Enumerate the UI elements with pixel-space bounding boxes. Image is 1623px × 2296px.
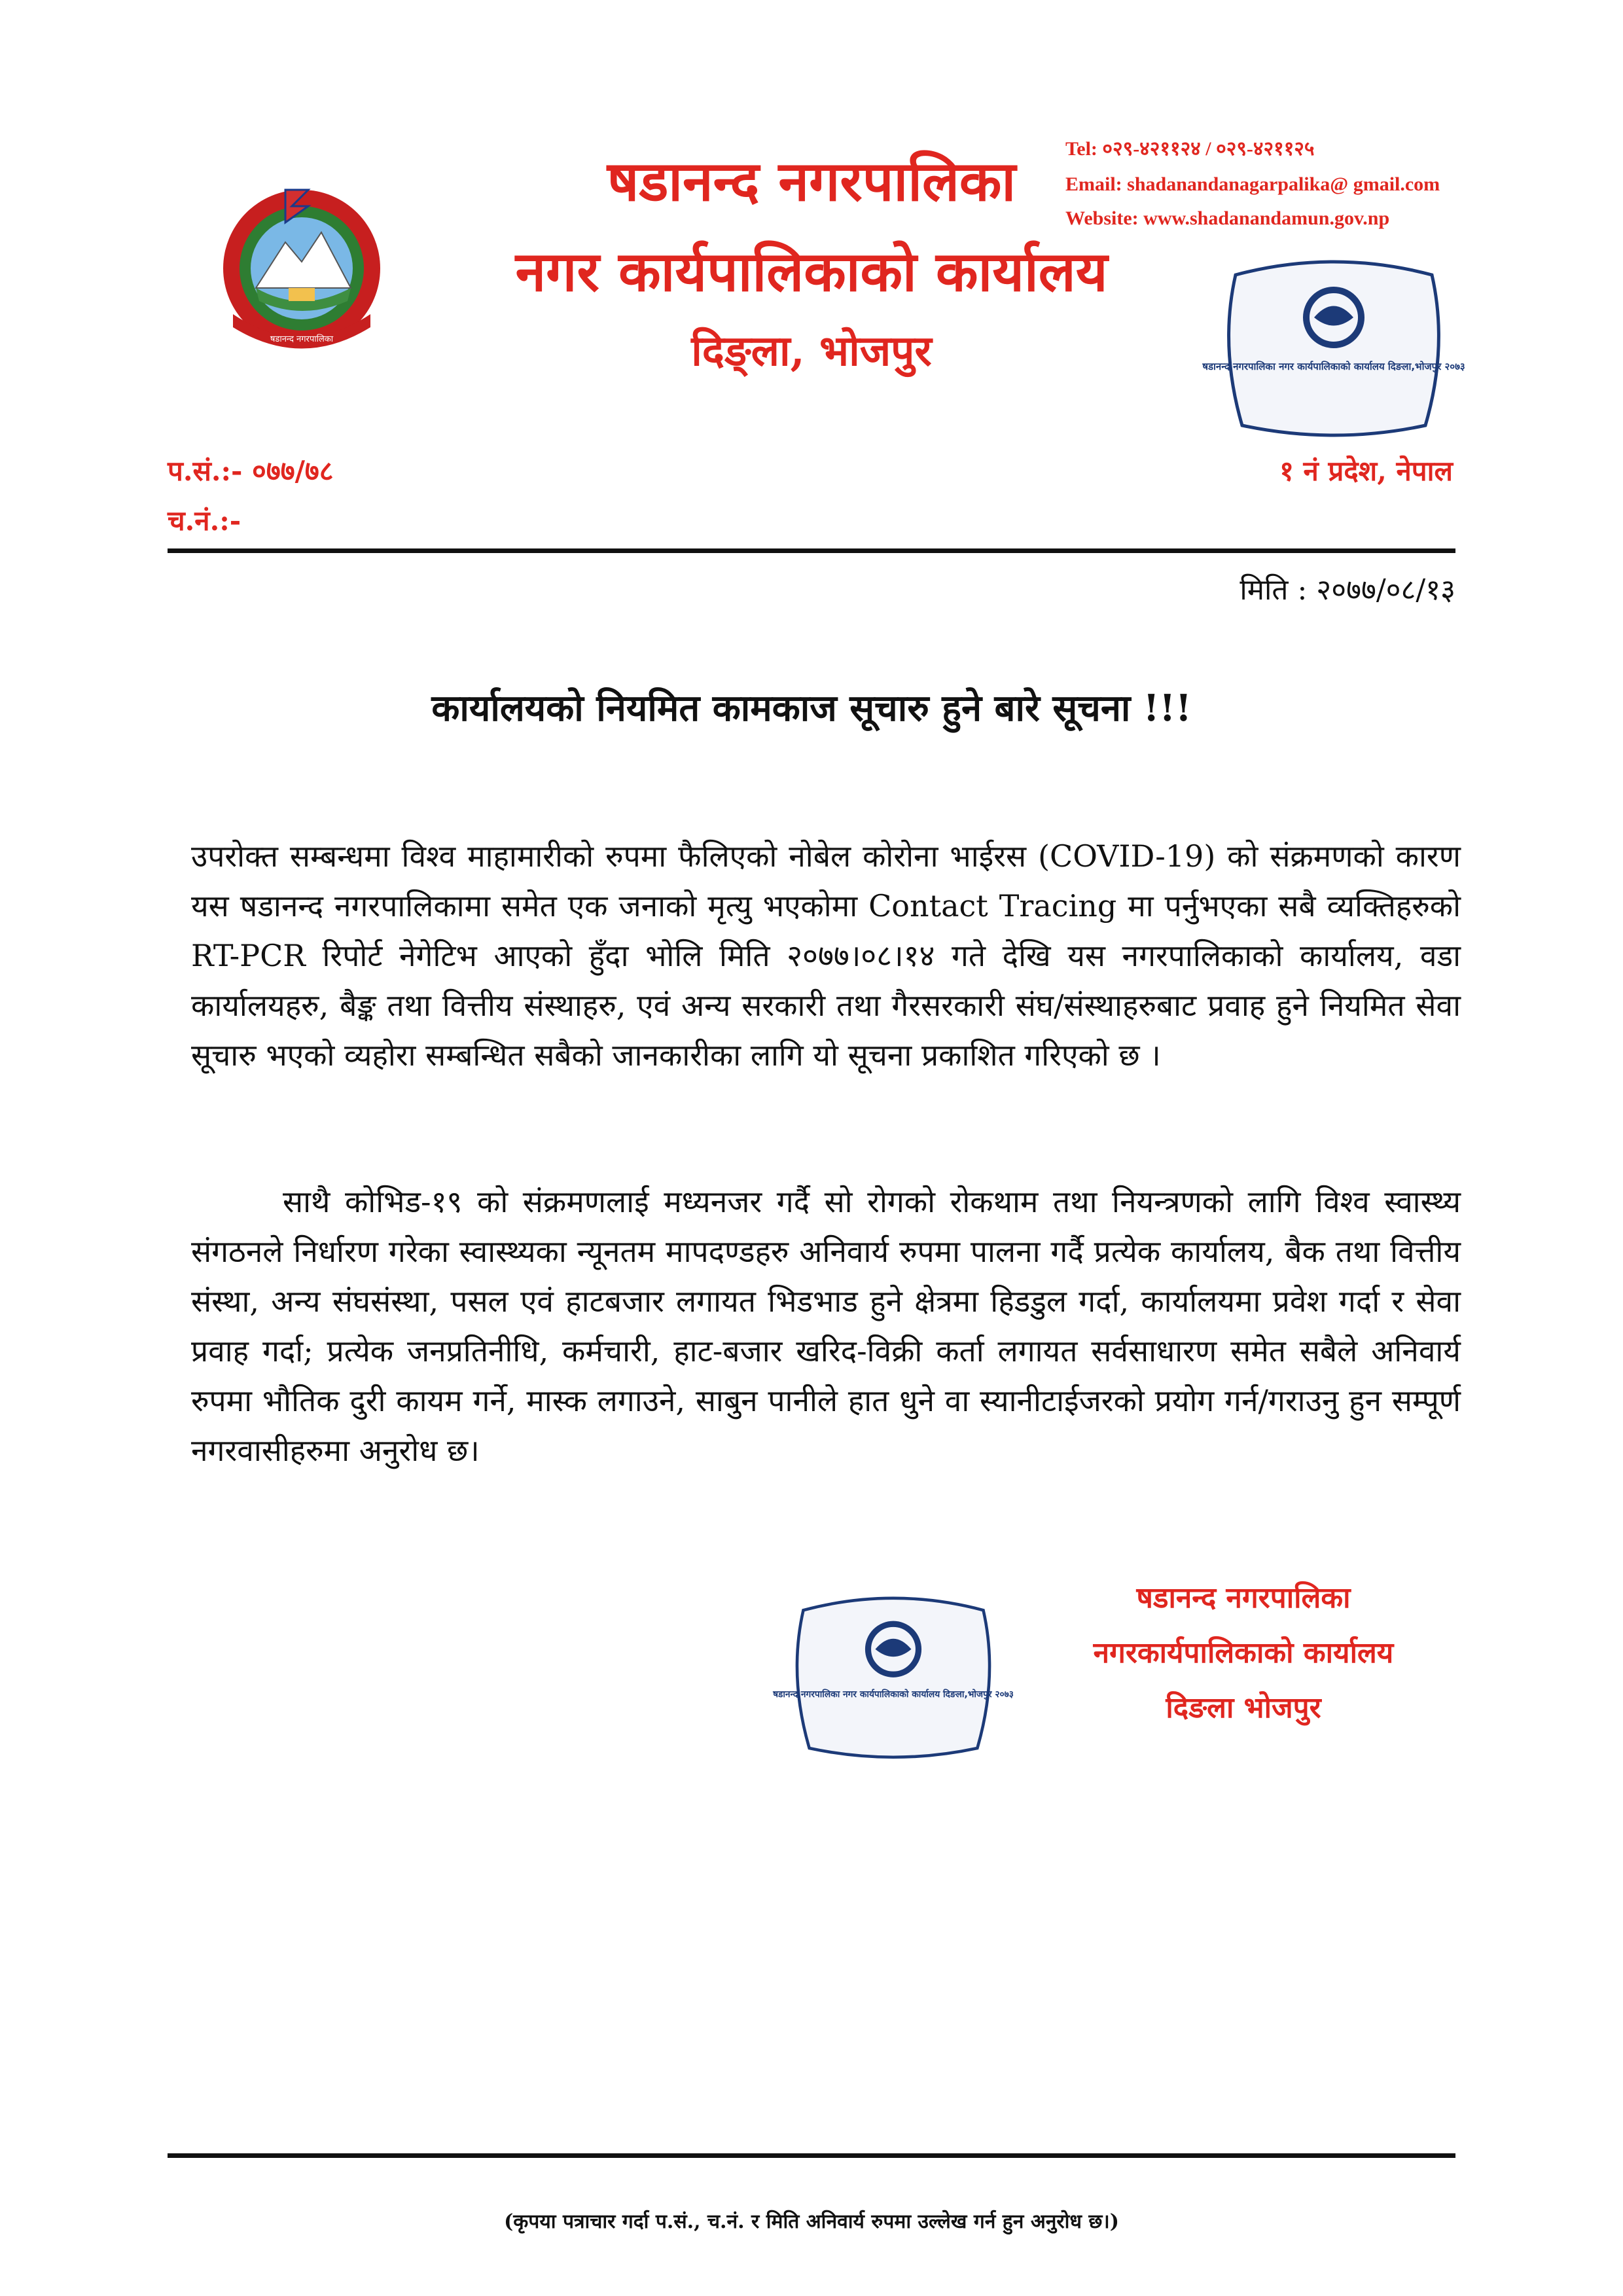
patra-sankhya: प.सं.:- ०७७/७८: [168, 455, 334, 487]
signature-office: नगरकार्यपालिकाको कार्यालय: [1093, 1636, 1394, 1670]
body-paragraph-1: उपरोक्त सम्बन्धमा विश्व माहामारीको रुपमा फैलिएको नोबेल कोरोना भाईरस (COVID-19) को संक्रमणको कारण यस षडानन्द नगरपालिकामा समेत एक जनाको मृत्यु भएकोमा Contact Tracing मा पर्नुभएका सबै व्यक्तिहरुको RT-PCR रिपोर्ट नेगेटिभ आएको हुँदा भोलि मिति २०७७।०८।१४ गते देखि यस नगरपालिकाको कार्यालय, वडा कार्यालयहरु, बैङ्क तथा वित्तीय संस्थाहरु, एवं अन्य सरकारी तथा गैरसरकारी संघ/संस्थाहरुबाट प्रवाह हुने नियमित सेवा सूचारु भएको व्यहोरा सम्बन्धित सबैको जानकारीका लागि यो सूचना प्रकाशित गरिएको छ ।: [191, 838, 1461, 1073]
contact-email[interactable]: Email: shadanandanagarpalika@ gmail.com: [1065, 173, 1440, 195]
body-paragraph-2: साथै कोभिड-१९ को संक्रमणलाई मध्यनजर गर्दै सो रोगको रोकथाम तथा नियन्त्रणको लागि विश्व स्वास्थ्य संगठनले निर्धारण गरेका स्वास्थ्यका न्यूनतम मापदण्डहरु अनिवार्य रुपमा पालना गर्दै प्रत्येक कार्यालय, बैक तथा वित्तीय संस्था, अन्य संघसंस्था, पसल एवं हाटबजार लगायत भिडभाड हुने क्षेत्रमा हिडडुल गर्दा, कार्यालयमा प्रवेश गर्दा र सेवा प्रवाह गर्दा; प्रत्येक जनप्रतिनीधि, कर्मचारी, हाट-बजार खरिद-विक्री कर्ता लगायत सर्वसाधारण समेत सबैले अनिवार्य रुपमा भौतिक दुरी कायम गर्ने, मास्क लगाउने, साबुन पानीले हात धुने वा स्यानीटाईजरको प्रयोग गर्न/गराउनु हुन सम्पूर्ण नगरवासीहरुमा अनुरोध छ।: [191, 1184, 1461, 1468]
org-name: षडानन्द नगरपालिका: [607, 149, 1016, 213]
province-label: १ नं प्रदेश, नेपाल: [1279, 455, 1453, 487]
contact-website[interactable]: Website: www.shadanandamun.gov.np: [1065, 207, 1390, 229]
office-seal-stamp: [1202, 249, 1465, 445]
notice-subject: कार्यालयको नियमित कामकाज सूचारु हुने बारे सूचना !!!: [431, 687, 1192, 730]
letter-date: मिति : २०७७/०८/१३: [1240, 573, 1455, 607]
header-divider: [168, 548, 1455, 553]
footer-note: (कृपया पत्राचार गर्दा प.सं., च.नं. र मिति अनिवार्य रुपमा उल्लेख गर्न हुन अनुरोध छ।): [504, 2210, 1119, 2233]
chalani-number: च.नं.:-: [168, 505, 241, 537]
office-location: दिङ्ला, भोजपुर: [691, 327, 932, 376]
signature-location: दिङला भोजपुर: [1166, 1691, 1321, 1725]
footer-divider: [168, 2153, 1455, 2158]
signature-seal-stamp: [773, 1581, 1014, 1771]
seal-text: षडानन्द नगरपालिका नगर कार्यपालिकाको कार्यालय दिङला,भोजपुर २०७३: [1202, 361, 1465, 372]
contact-tel: Tel: ०२९-४२११२४ / ०२९-४२११२५: [1065, 138, 1315, 160]
seal-text: षडानन्द नगरपालिका नगर कार्यपालिकाको कार्यालय दिङला,भोजपुर २०७३: [773, 1689, 1014, 1700]
signature-org: षडानन्द नगरपालिका: [1136, 1581, 1351, 1615]
office-name: नगर कार्यपालिकाको कार्यालय: [515, 239, 1108, 304]
emblem-text: षडानन्द नगरपालिका: [270, 334, 334, 344]
